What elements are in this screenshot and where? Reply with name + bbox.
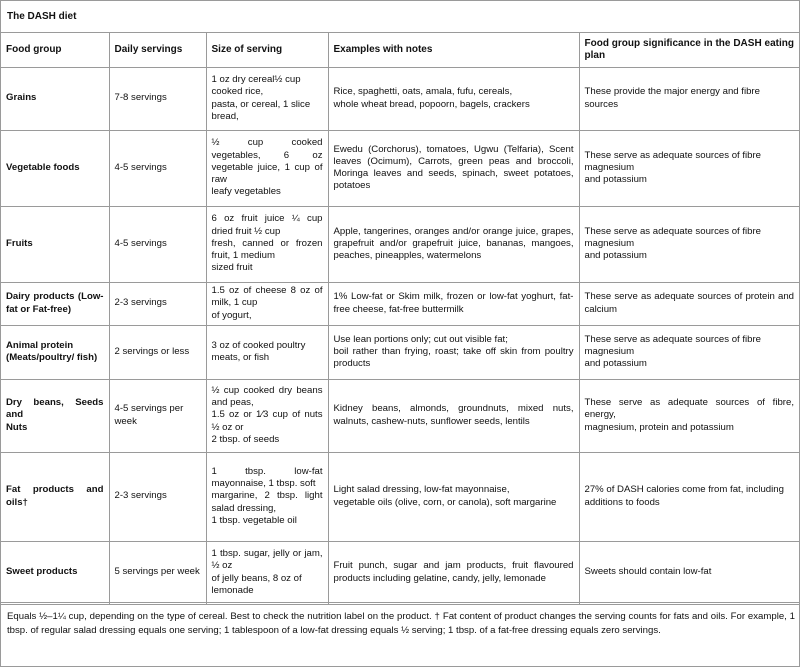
- table-row: [1, 130, 799, 206]
- significance-cell: These serve as adequate sources of protein and calcium: [579, 282, 799, 325]
- daily-servings-cell: 2 servings or less: [109, 325, 206, 379]
- table-row: [1, 67, 799, 130]
- header-row: [1, 33, 799, 67]
- footnote-divider: [1, 602, 799, 603]
- header-significance: Food group significance in the DASH eating plan: [579, 33, 799, 67]
- food-group-cell: Fat products and oils†: [1, 452, 109, 541]
- table-row: [1, 325, 799, 379]
- examples-cell: Light salad dressing, low-fat mayonnaise, vegetable oils (olive, corn, or canola), soft margarine: [328, 452, 579, 541]
- size-of-serving-cell: 1 oz dry cereal½ cup cooked rice, pasta, or cereal, 1 slice bread,: [206, 67, 328, 130]
- examples-cell: Ewedu (Corchorus), tomatoes, Ugwu (Telfaria), Scent leaves (Ocimum), Carrots, green peas and broccoli, Moringa leaves and seeds, spinach, sweet potatoes, potatoes: [328, 130, 579, 206]
- size-of-serving-cell: 1 tbsp. low-fat mayonnaise, 1 tbsp. soft margarine, 2 tbsp. light salad dressing, 1 tbsp. vegetable oil: [206, 452, 328, 541]
- food-group-cell: Animal protein (Meats/poultry/ fish): [1, 325, 109, 379]
- examples-cell: Apple, tangerines, oranges and/or orange juice, grapes, grapefruit and/or grapefruit juice, bananas, mangoes, peaches, pineapples, watermelons: [328, 206, 579, 282]
- size-of-serving-cell: 1.5 oz of cheese 8 oz of milk, 1 cup of yogurt,: [206, 282, 328, 325]
- table-footnote: Equals ½–1¼ cup, depending on the type of cereal. Best to check the nutrition label on the product. † Fat content of product changes the serving counts for fats and oils. For example, 1 tbsp. of regular salad dressing equals one serving; 1 tablespoon of a low-fat dressing equals ½ serving; 1 tbsp. of a fat-free dressing equals zero servings.: [7, 611, 795, 636]
- food-group-cell: Sweet products: [1, 541, 109, 604]
- size-of-serving-cell: ½ cup cooked vegetables, 6 oz vegetable juice, 1 cup of raw leafy vegetables: [206, 130, 328, 206]
- size-of-serving-cell: 3 oz of cooked poultry meats, or fish: [206, 325, 328, 379]
- significance-cell: These serve as adequate sources of fibre magnesium and potassium: [579, 206, 799, 282]
- header-size-of-serving: Size of serving: [206, 33, 328, 67]
- table-row: [1, 282, 799, 325]
- examples-cell: Kidney beans, almonds, groundnuts, mixed nuts, walnuts, cashew-nuts, sunflower seeds, lentils: [328, 379, 579, 452]
- daily-servings-cell: 4-5 servings per week: [109, 379, 206, 452]
- examples-cell: Fruit punch, sugar and jam products, fruit flavoured products including gelatine, candy, jelly, lemonade: [328, 541, 579, 604]
- dash-diet-table: [1, 33, 799, 605]
- examples-cell: Use lean portions only; cut out visible fat; boil rather than frying, roast; take off skin from poultry products: [328, 325, 579, 379]
- significance-cell: These serve as adequate sources of fibre magnesium and potassium: [579, 130, 799, 206]
- food-group-cell: Vegetable foods: [1, 130, 109, 206]
- daily-servings-cell: 2-3 servings: [109, 282, 206, 325]
- food-group-cell: Grains: [1, 67, 109, 130]
- daily-servings-cell: 7-8 servings: [109, 67, 206, 130]
- header-food-group: Food group: [1, 33, 109, 67]
- examples-cell: Rice, spaghetti, oats, amala, fufu, cereals, whole wheat bread, popoorn, bagels, crackers: [328, 67, 579, 130]
- daily-servings-cell: 5 servings per week: [109, 541, 206, 604]
- food-group-cell: Dry beans, Seeds and Nuts: [1, 379, 109, 452]
- daily-servings-cell: 4-5 servings: [109, 206, 206, 282]
- size-of-serving-cell: 6 oz fruit juice ¼ cup dried fruit ½ cup fresh, canned or frozen fruit, 1 medium sized fruit: [206, 206, 328, 282]
- table-row: [1, 206, 799, 282]
- food-group-cell: Dairy products (Low-fat or Fat-free): [1, 282, 109, 325]
- header-daily-servings: Daily servings: [109, 33, 206, 67]
- size-of-serving-cell: ½ cup cooked dry beans and peas, 1.5 oz or 1⁄3 cup of nuts ½ oz or 2 tbsp. of seeds: [206, 379, 328, 452]
- size-of-serving-cell: 1 tbsp. sugar, jelly or jam, ½ oz of jelly beans, 8 oz of lemonade: [206, 541, 328, 604]
- table-title: The DASH diet: [1, 1, 799, 33]
- examples-cell: 1% Low-fat or Skim milk, frozen or low-fat yoghurt, fat-free cheese, fat-free buttermilk: [328, 282, 579, 325]
- food-group-cell: Fruits: [1, 206, 109, 282]
- table-row: [1, 452, 799, 541]
- significance-cell: These provide the major energy and fibre sources: [579, 67, 799, 130]
- header-examples: Examples with notes: [328, 33, 579, 67]
- table-row: [1, 541, 799, 604]
- daily-servings-cell: 2-3 servings: [109, 452, 206, 541]
- significance-cell: These serve as adequate sources of fibre magnesium and potassium: [579, 325, 799, 379]
- daily-servings-cell: 4-5 servings: [109, 130, 206, 206]
- significance-cell: These serve as adequate sources of fibre, energy, magnesium, protein and potassium: [579, 379, 799, 452]
- significance-cell: Sweets should contain low-fat: [579, 541, 799, 604]
- significance-cell: 27% of DASH calories come from fat, including additions to foods: [579, 452, 799, 541]
- table-row: [1, 379, 799, 452]
